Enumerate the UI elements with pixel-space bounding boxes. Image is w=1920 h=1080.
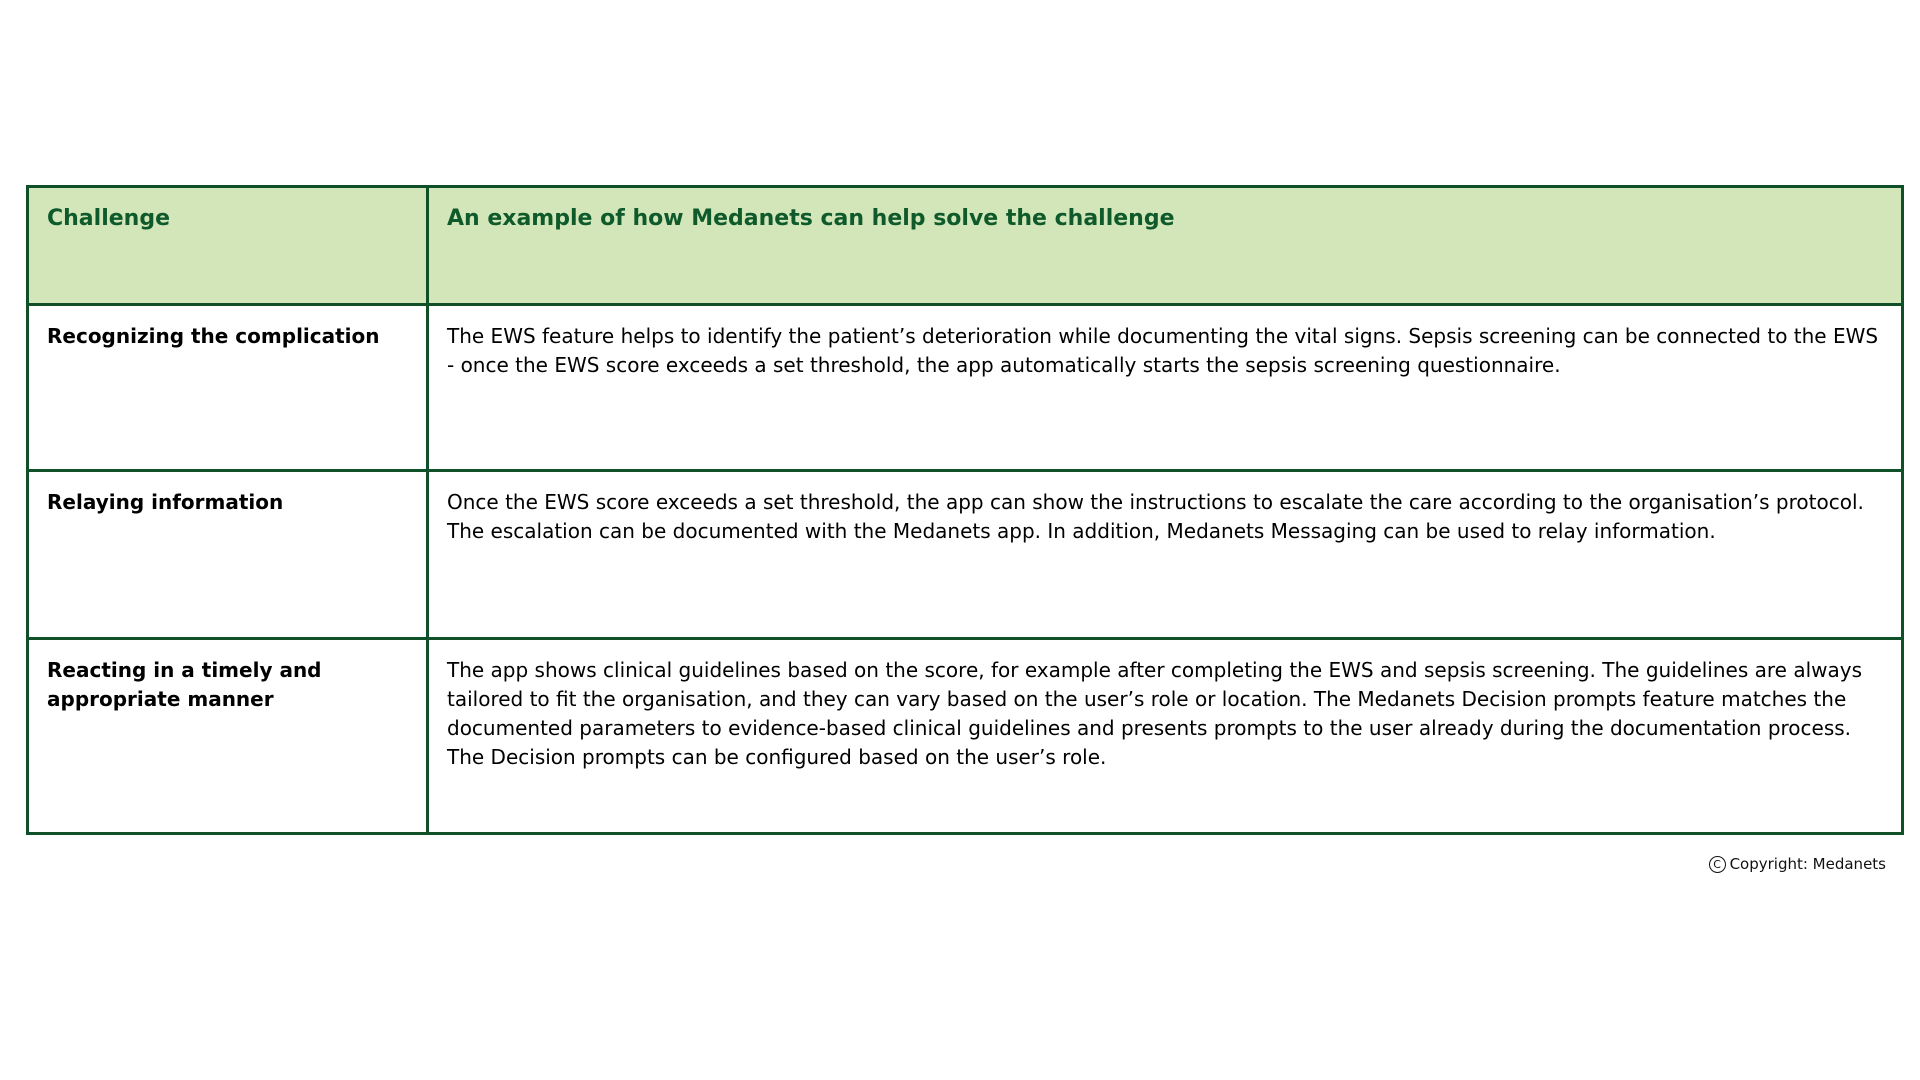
table-row: [29, 637, 1901, 832]
copyright-icon: C: [1709, 856, 1726, 873]
challenge-cell: Relaying information: [29, 472, 429, 637]
copyright-text: Copyright: Medanets: [1729, 855, 1886, 873]
challenge-solution-table: [26, 185, 1904, 835]
challenge-cell: Reacting in a timely and appropriate manner: [29, 640, 429, 832]
table-header-row: [29, 188, 1901, 303]
solution-cell: The EWS feature helps to identify the patient’s deterioration while documenting the vital signs. Sepsis screening can be connected to the EWS - once the EWS score exceeds a set threshold, the app automatically starts the sepsis screening questionnaire.: [447, 324, 1879, 377]
solution-cell: Once the EWS score exceeds a set threshold, the app can show the instructions to escalate the care according to the organisation’s protocol. The escalation can be documented with the Medanets app. In addition, Medanets Messaging can be used to relay information.: [447, 490, 1864, 543]
table-row: [29, 469, 1901, 637]
table-row: [29, 303, 1901, 469]
header-challenge: Challenge: [29, 188, 429, 303]
header-solution: An example of how Medanets can help solve the challenge: [447, 206, 1175, 231]
copyright-notice: [1709, 855, 1886, 873]
challenge-cell: Recognizing the complication: [29, 306, 429, 469]
solution-cell: The app shows clinical guidelines based on the score, for example after completing the EWS and sepsis screening. The guidelines are always tailored to fit the organisation, and they can vary based on the user’s role or location. The Medanets Decision prompts feature matches the documented parameters to evidence-based clinical guidelines and presents prompts to the user already during the documentation process. The Decision prompts can be configured based on the user’s role.: [447, 658, 1862, 769]
